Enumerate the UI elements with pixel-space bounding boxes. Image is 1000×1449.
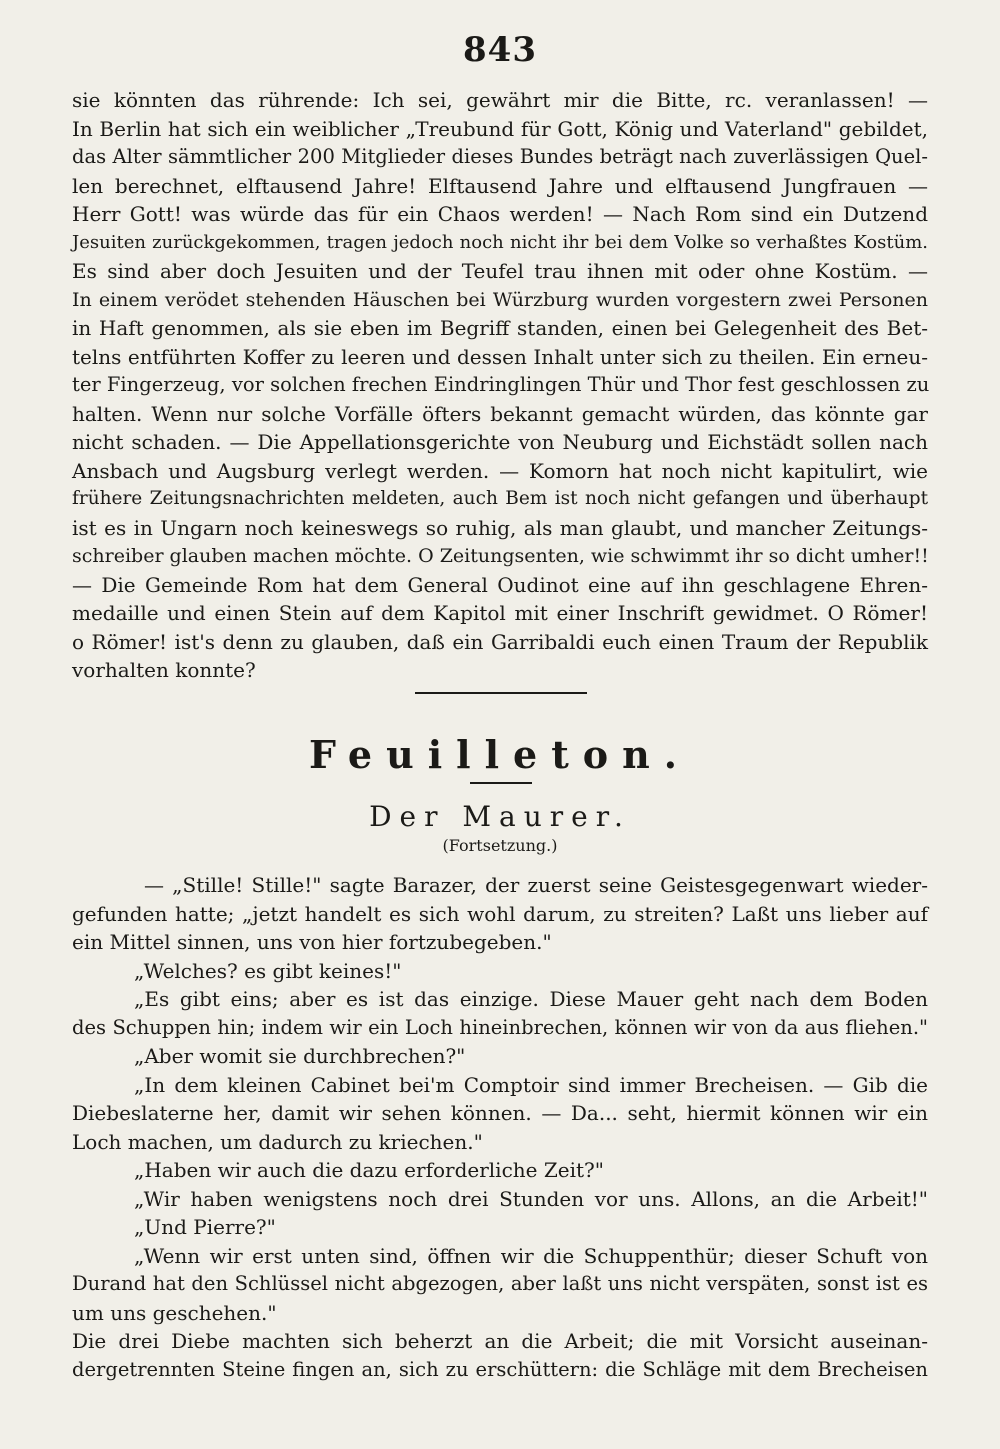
story-line: gefunden hatte; „jetzt handelt es sich wohl darum, zu streiten? Laßt uns lieber auf (72, 902, 928, 926)
news-line: Herr Gott! was würde das für ein Chaos werden! — Nach Rom sind ein Dutzend (72, 202, 928, 226)
section-title: Feuilleton. (309, 732, 691, 777)
story-line: „Haben wir auch die dazu erforderliche Zeit?" (134, 1158, 604, 1182)
story-line: Durand hat den Schlüssel nicht abgezogen, aber laßt uns nicht verspäten, sonst ist es (72, 1272, 928, 1295)
news-line: medaille und einen Stein auf dem Kapitol mit einer Inschrift gewidmet. O Römer! (72, 601, 928, 625)
story-subtitle: (Fortsetzung.) (442, 836, 558, 855)
title-divider (470, 782, 532, 784)
news-line: In Berlin hat sich ein weiblicher „Treubund für Gott, König und Vaterland" gebildet, (72, 117, 928, 141)
story-line: Loch machen, um dadurch zu kriechen." (72, 1130, 483, 1154)
story-title: Der Maurer. (369, 800, 631, 833)
story-line: dergetrennten Steine fingen an, sich zu erschüttern: die Schläge mit dem Brecheisen (72, 1358, 928, 1381)
story-line: „Es gibt eins; aber es ist das einzige. Diese Mauer geht nach dem Boden (134, 987, 928, 1011)
story-line: des Schuppen hin; indem wir ein Loch hineinbrechen, können wir von da aus fliehen." (72, 1016, 928, 1039)
story-line: „Welches? es gibt keines!" (134, 959, 402, 983)
news-line: vorhalten konnte? (72, 658, 256, 682)
news-line: sie könnten das rührende: Ich sei, gewährt mir die Bitte, rc. veranlassen! — (72, 88, 928, 112)
page-number: 843 (463, 30, 537, 70)
story-line: um uns geschehen." (72, 1301, 277, 1325)
story-line: Die drei Diebe machten sich beherzt an die Arbeit; die mit Vorsicht auseinan- (72, 1329, 928, 1353)
news-line: — Die Gemeinde Rom hat dem General Oudinot eine auf ihn geschlagene Ehren- (72, 573, 928, 597)
story-line: Diebeslaterne her, damit wir sehen können. — Da... seht, hiermit können wir ein (72, 1101, 928, 1125)
news-line: telns entführten Koffer zu leeren und dessen Inhalt unter sich zu theilen. Ein erneu- (72, 345, 928, 369)
news-line: halten. Wenn nur solche Vorfälle öfters bekannt gemacht würden, das könnte gar (72, 402, 928, 426)
news-line: In einem verödet stehenden Häuschen bei Würzburg wurden vorgestern zwei Personen (72, 289, 928, 311)
news-line: in Haft genommen, als sie eben im Begriff standen, einen bei Gelegenheit des Bet- (72, 316, 928, 340)
news-line: das Alter sämmtlicher 200 Mitglieder dieses Bundes beträgt nach zuverlässigen Quel- (72, 145, 928, 168)
news-line: nicht schaden. — Die Appellationsgerichte von Neuburg und Eichstädt sollen nach (72, 430, 928, 454)
story-line: „In dem kleinen Cabinet bei'm Comptoir sind immer Brecheisen. — Gib die (134, 1073, 928, 1097)
news-line: frühere Zeitungsnachrichten meldeten, auch Bem ist noch nicht gefangen und überhaupt (72, 488, 928, 509)
news-line: ter Fingerzeug, vor solchen frechen Eindringlingen Thür und Thor fest geschlossen zu (72, 373, 930, 396)
story-line: „Und Pierre?" (134, 1215, 276, 1239)
news-line: Jesuiten zurückgekommen, tragen jedoch noch nicht ihr bei dem Volke so verhaßtes Kostüm. (72, 232, 928, 253)
news-line: o Römer! ist's denn zu glauben, daß ein Garribaldi euch einen Traum der Republik (72, 630, 928, 654)
story-line: „Wenn wir erst unten sind, öffnen wir die Schuppenthür; dieser Schuft von (134, 1244, 928, 1268)
story-line: ein Mittel sinnen, uns von hier fortzubegeben." (72, 930, 552, 954)
news-line: Es sind aber doch Jesuiten und der Teufel trau ihnen mit oder ohne Kostüm. — (72, 259, 928, 283)
news-line: schreiber glauben machen möchte. O Zeitungsenten, wie schwimmt ihr so dicht umher!! (72, 545, 929, 567)
news-line: ist es in Ungarn noch keineswegs so ruhig, als man glaubt, und mancher Zeitungs- (72, 516, 928, 540)
story-line: „Wir haben wenigstens noch drei Stunden vor uns. Allons, an die Arbeit!" (134, 1187, 928, 1211)
section-divider (415, 692, 587, 694)
news-line: len berechnet, elftausend Jahre! Elftausend Jahre und elftausend Jungfrauen — (72, 174, 928, 198)
news-line: Ansbach und Augsburg verlegt werden. — Komorn hat noch nicht kapitulirt, wie (72, 459, 928, 483)
story-line: — „Stille! Stille!" sagte Barazer, der zuerst seine Geistesgegenwart wieder- (144, 873, 928, 897)
story-line: „Aber womit sie durchbrechen?" (134, 1044, 466, 1068)
